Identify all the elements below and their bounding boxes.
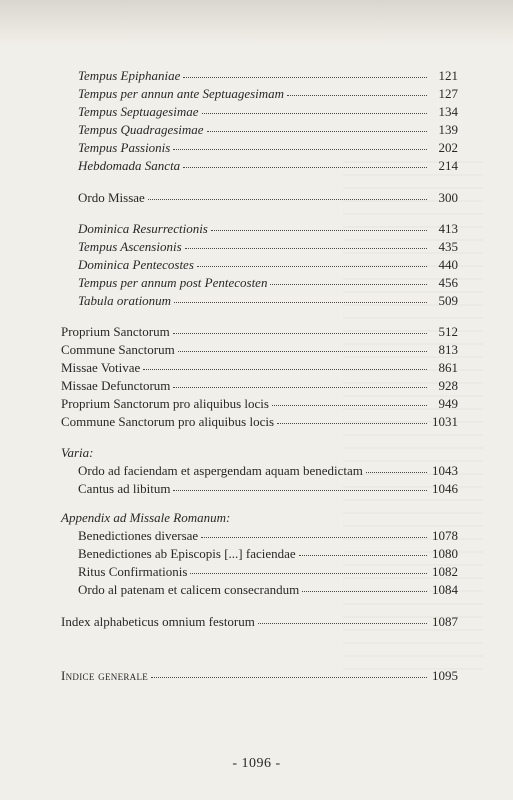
toc-entry-page: 1095 xyxy=(432,668,458,683)
toc-entry-page: 134 xyxy=(438,104,458,119)
dot-leader xyxy=(366,471,427,473)
toc-entry-label: Benedictiones ab Episcopis [...] faciendae xyxy=(78,546,296,561)
toc-entry xyxy=(78,564,458,580)
toc-entry xyxy=(78,293,458,309)
toc-entry-page: 1031 xyxy=(432,414,458,429)
dot-leader xyxy=(148,198,427,200)
dot-leader xyxy=(277,422,427,424)
toc-entry xyxy=(78,140,458,156)
toc-entry-label: Ordo Missae xyxy=(78,190,145,205)
toc-entry xyxy=(78,68,458,84)
toc-entry-label: Tempus Epiphaniae xyxy=(78,68,181,83)
toc-entry xyxy=(78,257,458,273)
toc-entry-label: Benedictiones diversae xyxy=(78,528,199,543)
toc-entry-page: 1046 xyxy=(432,481,458,496)
toc-entry-label: Proprium Sanctorum xyxy=(61,324,170,339)
toc-entry xyxy=(78,546,458,562)
toc-entry xyxy=(78,528,458,544)
dot-leader xyxy=(183,76,427,78)
toc-entry xyxy=(61,378,458,394)
dot-leader xyxy=(151,676,427,678)
toc-entry-label: Cantus ad libitum xyxy=(78,481,171,496)
toc-entry-page: 861 xyxy=(438,360,458,375)
toc-entry-page: 127 xyxy=(438,86,458,101)
dot-leader xyxy=(178,350,427,352)
toc-entry-label: Missae Votivae xyxy=(61,360,141,375)
toc-entry xyxy=(61,396,458,412)
toc-entry-label: Commune Sanctorum xyxy=(61,342,175,357)
toc-entry-label: Commune Sanctorum pro aliquibus locis xyxy=(61,414,275,429)
dot-leader xyxy=(302,590,427,592)
dot-leader xyxy=(197,265,427,267)
toc-entry-label: Ritus Confirmationis xyxy=(78,564,188,579)
dot-leader xyxy=(258,622,427,624)
dot-leader xyxy=(211,229,427,231)
toc-entry-page: 202 xyxy=(438,140,458,155)
toc-entry xyxy=(78,463,458,479)
toc-entry-page: 1078 xyxy=(432,528,458,543)
dot-leader xyxy=(173,148,427,150)
toc-entry-page: 456 xyxy=(438,275,458,290)
toc-entry xyxy=(78,104,458,120)
toc-entry-page: 949 xyxy=(438,396,458,411)
toc-entry xyxy=(78,86,458,102)
dot-leader xyxy=(207,130,427,132)
toc-entry xyxy=(78,158,458,174)
toc-entry-page: 928 xyxy=(438,378,458,393)
toc-entry-label: Ordo ad faciendam et aspergendam aquam benedictam xyxy=(78,463,363,478)
dot-leader xyxy=(202,112,428,114)
toc-entry-label: Tempus per annun ante Septuagesimam xyxy=(78,86,285,101)
dot-leader xyxy=(143,368,427,370)
dot-leader xyxy=(173,489,427,491)
toc-entry-page: 121 xyxy=(438,68,458,83)
dot-leader xyxy=(201,536,427,538)
page-top-shadow xyxy=(0,0,513,46)
toc-entry-page: 1080 xyxy=(432,546,458,561)
toc-entry-page: 509 xyxy=(438,293,458,308)
dot-leader xyxy=(185,247,427,249)
toc-entry xyxy=(78,221,458,237)
toc-entry-label: Ordo al patenam et calicem consecrandum xyxy=(78,582,300,597)
toc-entry xyxy=(61,668,458,684)
dot-leader xyxy=(272,404,427,406)
toc-entry xyxy=(61,324,458,340)
dot-leader xyxy=(287,94,427,96)
toc-entry-page: 1087 xyxy=(432,614,458,629)
toc-entry-page: 435 xyxy=(438,239,458,254)
dot-leader xyxy=(183,166,427,168)
toc-entry-page: 1043 xyxy=(432,463,458,478)
toc-entry xyxy=(61,360,458,376)
toc-entry-page: 139 xyxy=(438,122,458,137)
toc-entry-label: Dominica Resurrectionis xyxy=(78,221,208,236)
toc-entry-label: Tempus Ascensionis xyxy=(78,239,182,254)
dot-leader xyxy=(270,283,427,285)
toc-entry-label: Tempus Septuagesimae xyxy=(78,104,199,119)
toc-entry-label: Hebdomada Sancta xyxy=(78,158,181,173)
toc-entry xyxy=(78,190,458,206)
toc-entry-page: 512 xyxy=(438,324,458,339)
toc-entry-label: Dominica Pentecostes xyxy=(78,257,194,272)
toc-entry xyxy=(78,239,458,255)
toc-entry xyxy=(78,275,458,291)
section-heading-varia: Varia: xyxy=(61,445,94,460)
toc-entry-label: Index alphabeticus omnium festorum xyxy=(61,614,255,629)
dot-leader xyxy=(190,572,427,574)
toc-entry xyxy=(78,122,458,138)
toc-entry-page: 813 xyxy=(438,342,458,357)
toc-entry-label: Tempus per annum post Pentecosten xyxy=(78,275,268,290)
dot-leader xyxy=(173,386,427,388)
toc-entry xyxy=(61,342,458,358)
toc-entry-label: Proprium Sanctorum pro aliquibus locis xyxy=(61,396,269,411)
toc-entry-label: Missae Defunctorum xyxy=(61,378,171,393)
dot-leader xyxy=(299,554,427,556)
toc-entry-label: Tempus Passionis xyxy=(78,140,171,155)
toc-entry-page: 440 xyxy=(438,257,458,272)
toc-entry xyxy=(78,481,458,497)
toc-entry-page: 1082 xyxy=(432,564,458,579)
dot-leader xyxy=(174,301,427,303)
toc-entry xyxy=(78,582,458,598)
dot-leader xyxy=(173,332,427,334)
page-number: - 1096 - xyxy=(232,756,281,771)
toc-entry xyxy=(61,614,458,630)
toc-entry-page: 300 xyxy=(438,190,458,205)
toc-entry-page: 214 xyxy=(438,158,458,173)
toc-entry-label: Tempus Quadragesimae xyxy=(78,122,204,137)
section-heading-appendix: Appendix ad Missale Romanum: xyxy=(61,510,231,525)
toc-entry-page: 1084 xyxy=(432,582,458,597)
toc-entry-label: Indice generale xyxy=(61,668,149,683)
toc-entry-page: 413 xyxy=(438,221,458,236)
toc-entry xyxy=(61,414,458,430)
toc-entry-label: Tabula orationum xyxy=(78,293,172,308)
